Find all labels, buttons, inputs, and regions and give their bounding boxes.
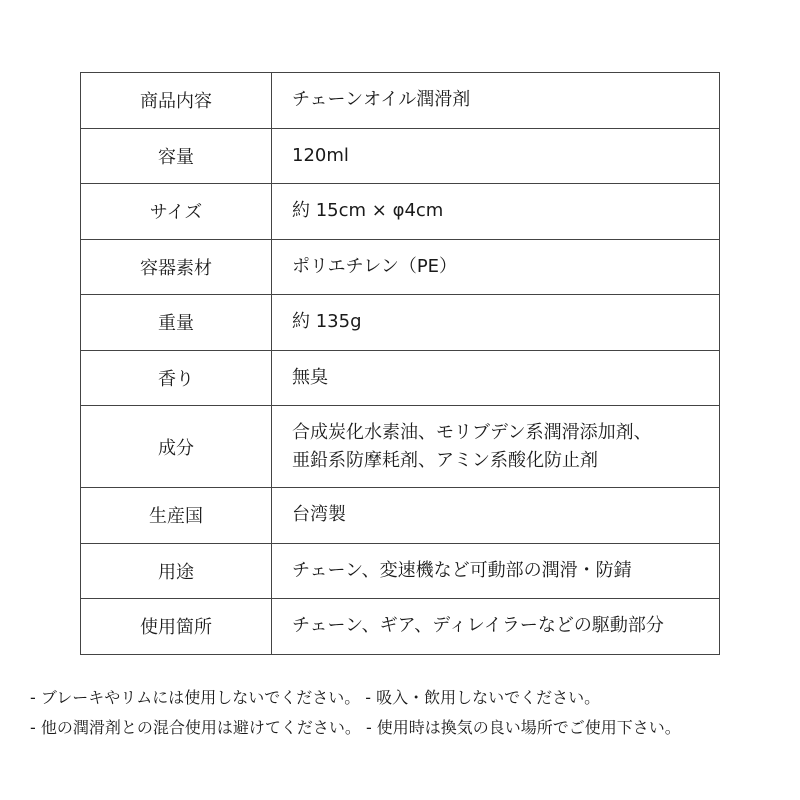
row-value: 120ml xyxy=(272,128,720,184)
table-row xyxy=(81,488,720,544)
row-value: チェーン、ギア、ディレイラーなどの駆動部分 xyxy=(272,599,720,655)
table-row xyxy=(81,599,720,655)
table-row xyxy=(81,406,720,488)
table-row xyxy=(81,184,720,240)
row-value: 約 15cm × φ4cm xyxy=(272,184,720,240)
table-row xyxy=(81,128,720,184)
value-line: 亜鉛系防摩耗剤、アミン系酸化防止剤 xyxy=(292,449,598,471)
row-label: 重量 xyxy=(81,295,272,351)
row-label: 商品内容 xyxy=(81,73,272,129)
row-value: チェーンオイル潤滑剤 xyxy=(272,73,720,129)
row-label: サイズ xyxy=(81,184,272,240)
table-row xyxy=(81,73,720,129)
table-row xyxy=(81,350,720,406)
row-value: チェーン、変速機など可動部の潤滑・防錆 xyxy=(272,543,720,599)
row-value: 無臭 xyxy=(272,350,720,406)
row-label: 香り xyxy=(81,350,272,406)
row-label: 用途 xyxy=(81,543,272,599)
row-label: 生産国 xyxy=(81,488,272,544)
caution-notes xyxy=(30,683,681,743)
table-row xyxy=(81,543,720,599)
row-value: 約 135g xyxy=(272,295,720,351)
row-value xyxy=(272,406,720,488)
row-label: 成分 xyxy=(81,406,272,488)
caution-note: - 他の潤滑剤との混合使用は避けてください。 - 使用時は換気の良い場所でご使用下さい。 xyxy=(30,718,681,737)
row-label: 容量 xyxy=(81,128,272,184)
table-row xyxy=(81,295,720,351)
row-value: 台湾製 xyxy=(272,488,720,544)
caution-note: - ブレーキやリムには使用しないでください。 - 吸入・飲用しないでください。 xyxy=(30,688,601,707)
value-line: 合成炭化水素油、モリブデン系潤滑添加剤、 xyxy=(292,421,652,443)
table-row xyxy=(81,239,720,295)
product-spec-table xyxy=(80,72,720,655)
row-value: ポリエチレン（PE） xyxy=(272,239,720,295)
row-label: 使用箇所 xyxy=(81,599,272,655)
row-label: 容器素材 xyxy=(81,239,272,295)
